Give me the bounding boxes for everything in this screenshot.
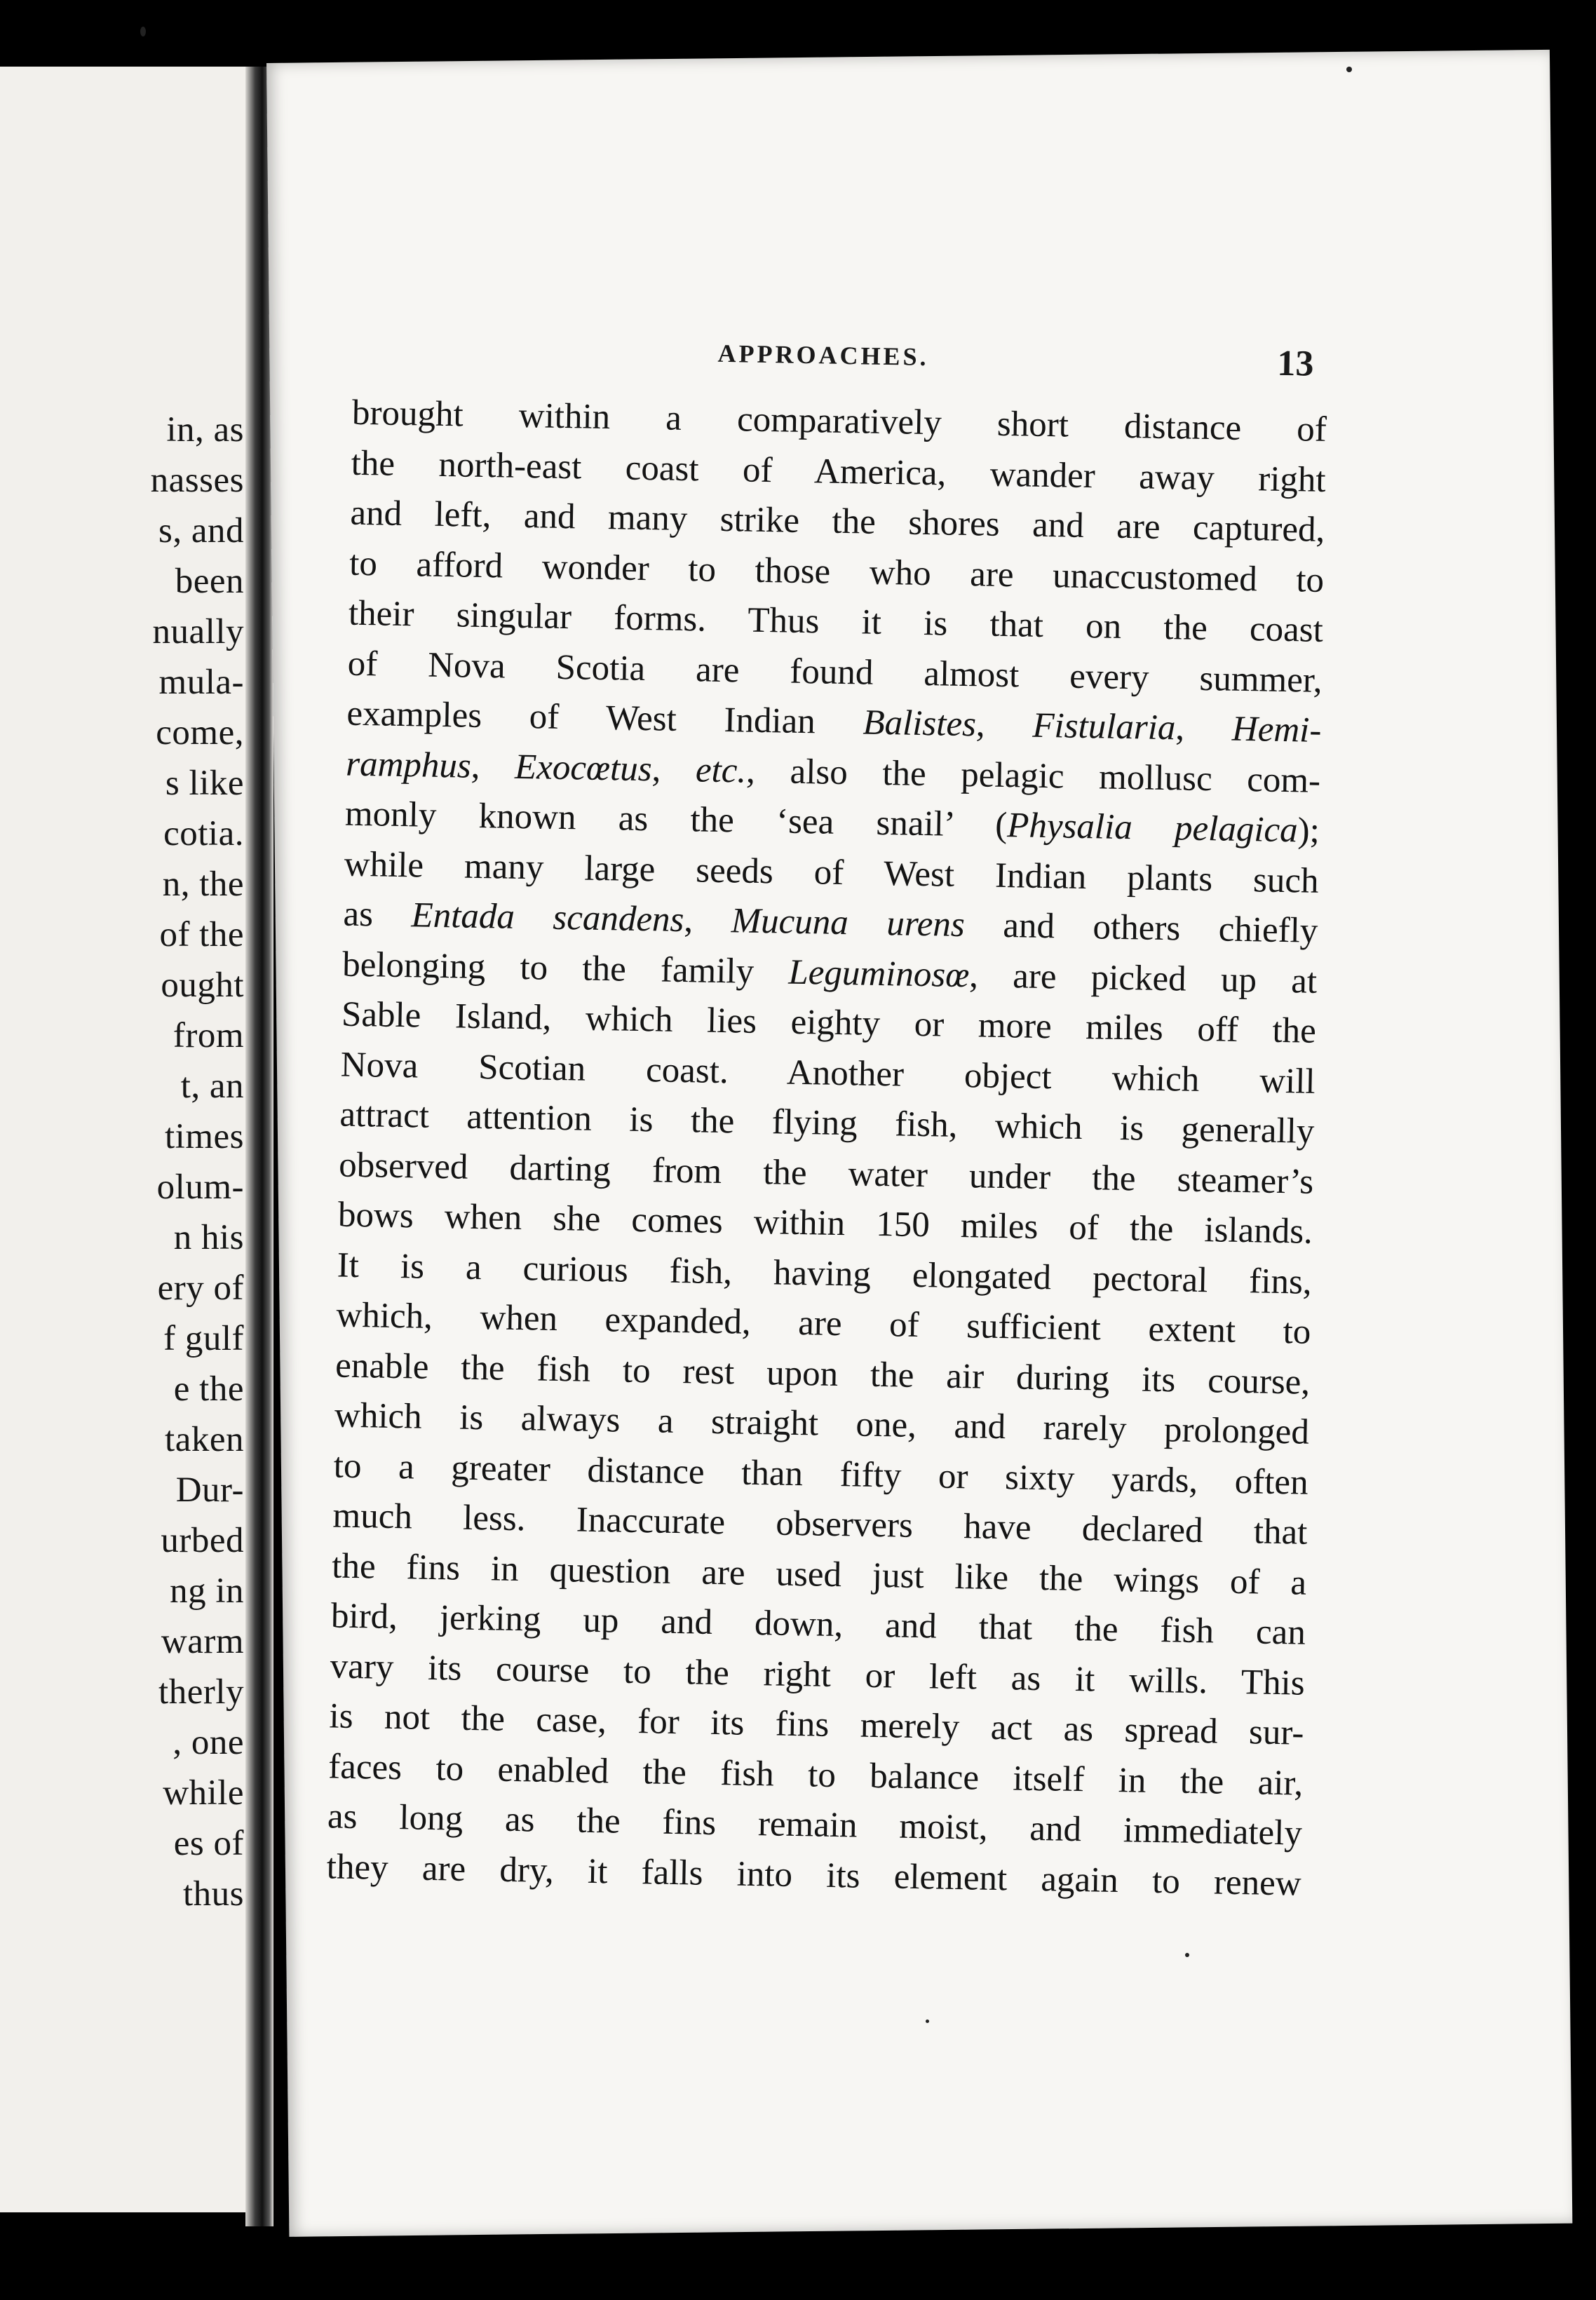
previous-page-line: mula- (158, 663, 244, 702)
text-line: faces to enabled the fish to balance itself in the air, (327, 1746, 1304, 1804)
previous-page-line: taken (165, 1420, 244, 1459)
previous-page-line: t, an (180, 1067, 244, 1106)
previous-page-line: therly (158, 1672, 244, 1712)
previous-page-line: es of (173, 1824, 244, 1863)
previous-page-line: e the (173, 1369, 244, 1409)
previous-page-line: f gulf (163, 1319, 244, 1358)
text-line: while many large seeds of West Indian plants such (344, 844, 1320, 901)
running-title: APPROACHES. (717, 339, 929, 372)
text-line: vary its course to the right or left as it wills. This (330, 1646, 1306, 1703)
text-line: It is a curious fish, having elongated pectoral fins, (337, 1245, 1313, 1302)
previous-page-line: cotia. (163, 814, 244, 853)
text-line: Sable Island, which lies eighty or more miles off the (341, 994, 1317, 1051)
text-line: bows when she comes within 150 miles of the islands. (337, 1195, 1313, 1252)
previous-page-line: in, as (166, 410, 244, 449)
text-line: and left, and many strike the shores and are captured, (350, 493, 1325, 550)
text-line: which, when expanded, are of sufficient extent to (336, 1295, 1311, 1352)
page-number: 13 (1276, 343, 1314, 384)
text-line: to afford wonder to those who are unaccustomed to (349, 543, 1325, 600)
text-line: bird, jerking up and down, and that the fish can (330, 1596, 1306, 1653)
text-line: brought within a comparatively short distance of (351, 393, 1327, 449)
text-line: the north-east coast of America, wander away right (351, 443, 1327, 500)
text-line: ramphus, Exocœtus, etc., also the pelagic mollusc com- (345, 744, 1321, 801)
previous-page-line: , one (173, 1723, 244, 1762)
previous-page-line: n his (173, 1218, 244, 1257)
previous-page-line: s like (165, 764, 244, 803)
text-line: to a greater distance than fifty or sixty yards, often (333, 1445, 1309, 1503)
page-content (326, 332, 1328, 1909)
text-line: is not the case, for its fins merely act as spread sur- (329, 1696, 1304, 1753)
previous-page-line: from (173, 1016, 244, 1055)
page-13 (266, 50, 1572, 2237)
previous-page-line: olum- (156, 1168, 244, 1207)
text-line: monly known as the ‘sea snail’ (Physalia pelagica); (344, 794, 1320, 851)
text-line: examples of West Indian Balistes, Fistularia, Hemi- (346, 694, 1322, 750)
previous-page-line: ery of (157, 1269, 244, 1308)
text-line: observed darting from the water under the steamer’s (338, 1145, 1314, 1202)
previous-page-line: warm (161, 1622, 244, 1661)
previous-page-line: Dur- (175, 1470, 244, 1510)
text-line: the fins in question are used just like the wings of a (331, 1545, 1307, 1603)
text-line: as long as the fins remain moist, and immediately (327, 1797, 1303, 1853)
previous-page-line: been (175, 562, 244, 601)
text-line: enable the fish to rest upon the air during its course, (334, 1346, 1311, 1402)
previous-page-line: ought (161, 966, 244, 1005)
previous-page-line: nasses (150, 461, 244, 500)
text-line: Nova Scotian coast. Another object which will (340, 1045, 1316, 1102)
text-line: much less. Inaccurate observers have declared that (332, 1496, 1308, 1552)
text-line: which is always a straight one, and rarely prolonged (334, 1395, 1310, 1452)
previous-page-line: come, (156, 713, 244, 752)
previous-page-line: thus (182, 1874, 244, 1914)
previous-page-line: n, the (162, 865, 244, 904)
text-line: belonging to the family Leguminosœ, are picked up at (341, 945, 1318, 1001)
previous-page-line: nually (152, 612, 244, 651)
previous-page-line: ng in (170, 1571, 244, 1611)
text-line: they are dry, it falls into its element again to renew (326, 1846, 1302, 1904)
previous-page-line: while (163, 1773, 244, 1813)
text-line: as Entada scandens, Mucuna urens and others chiefly (343, 894, 1318, 951)
text-line: attract attention is the flying fish, which is generally (339, 1095, 1315, 1151)
previous-page-line: of the (159, 915, 244, 954)
text-line: their singular forms. Thus it is that on the coast (348, 593, 1324, 650)
previous-page-line: urbed (161, 1521, 244, 1560)
previous-page-line: s, and (158, 511, 244, 550)
previous-page-line-endings (6, 405, 244, 1919)
body-paragraph (326, 388, 1327, 1909)
previous-page-line: times (165, 1117, 244, 1156)
text-line: of Nova Scotia are found almost every summer, (347, 644, 1323, 701)
previous-page-fragment (0, 67, 252, 2212)
